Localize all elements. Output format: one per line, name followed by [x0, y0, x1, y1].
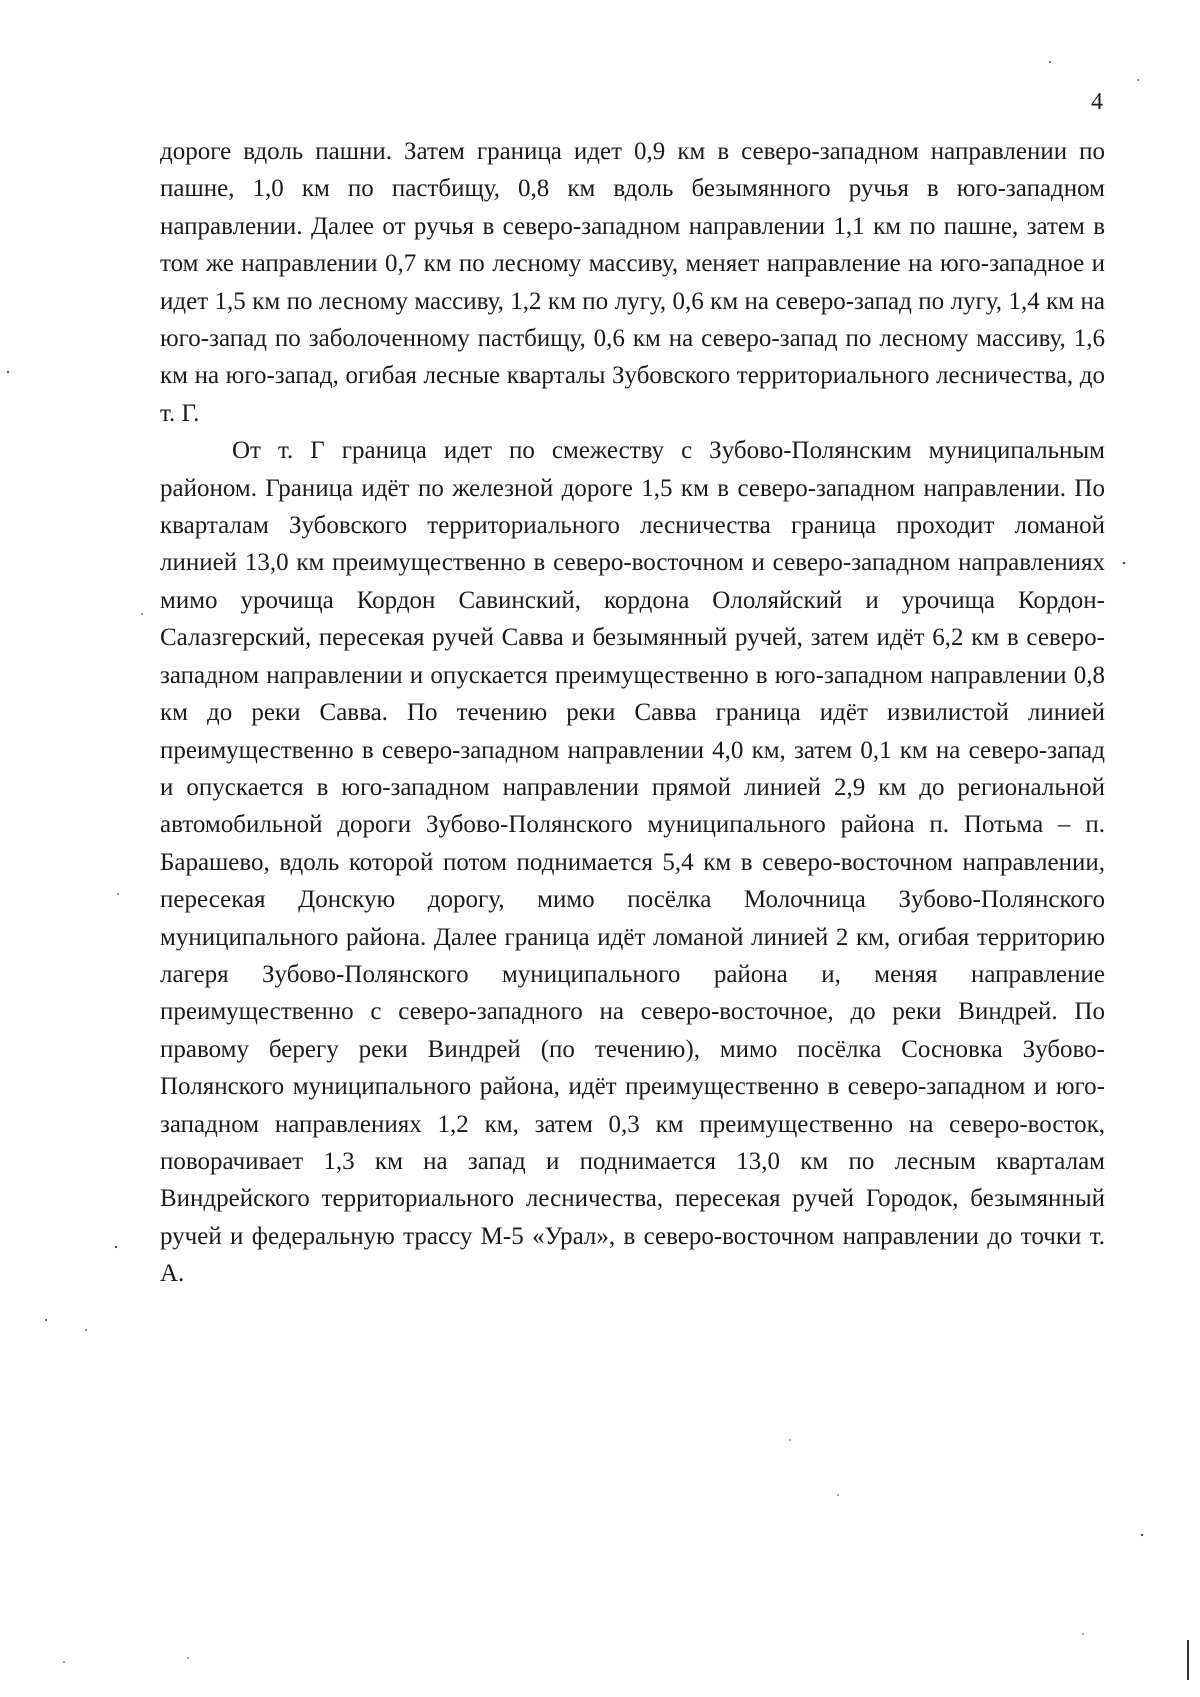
paragraph: От т. Г граница идет по смежеству с Зубово-Полянским муниципальным районом. Граница идёт по железной дороге 1,5 км в северо-западном направлении. По кварталам Зубовского территориального лесничества граница проходит ломаной линией 13,0 км преимущественно в северо-восточном и северо-западном направлениях мимо урочища Кордон Савинский, кордона Ололяйский и урочища Кордон-Салазгерский, пересекая ручей Савва и безымянный ручей, затем идёт 6,2 км в северо-западном направлении и опускается преимущественно в юго-западном направлении 0,8 км до реки Савва. По течению реки Савва граница идёт извилистой линией преимущественно в северо-западном направлении 4,0 км, затем 0,1 км на северо-запад и опускается в юго-западном направлении прямой линией 2,9 км до региональной автомобильной дороги Зубово-Полянского муниципального района п. Потьма – п. Барашево, вдоль которой потом поднимается 5,4 км в северо-восточном направлении, пересекая Донскую дорогу, мимо посёлка Молочница Зубово-Полянского муниципального района. Далее граница идёт ломаной линией 2 км, огибая территорию лагеря Зубово-Полянского муниципального района и, меняя направление преимущественно с северо-западного на северо-восточное, до реки Виндрей. По правому берегу реки Виндрей (по течению), мимо посёлка Сосновка Зубово-Полянского муниципального района, идёт преимущественно в северо-западном и юго-западном направлениях 1,2 км, затем 0,3 км преимущественно на северо-восток, поворачивает 1,3 км на запад и поднимается 13,0 км по лесным кварталам Виндрейского территориального лесничества, пересекая ручей Городок, безымянный ручей и федеральную трассу М-5 «Урал», в северо-восточном направлении до точки т. А. — [160, 437, 1105, 1288]
document-body — [160, 133, 1105, 1293]
paragraph: дороге вдоль пашни. Затем граница идет 0,9 км в северо-западном направлении по пашне, 1,0 км по пастбищу, 0,8 км вдоль безымянного ручья в юго-западном направлении. Далее от ручья в северо-западном направлении 1,1 км по пашне, затем в том же направлении 0,7 км по лесному массиву, меняет направление на юго-западное и идет 1,5 км по лесному массиву, 1,2 км по лугу, 0,6 км на северо-запад по лугу, 1,4 км на юго-запад по заболоченному пастбищу, 0,6 км на северо-запад по лесному массиву, 1,6 км на юго-запад, огибая лесные кварталы Зубовского территориального лесничества, до т. Г. — [160, 138, 1105, 427]
page-number: 4 — [1091, 89, 1103, 115]
